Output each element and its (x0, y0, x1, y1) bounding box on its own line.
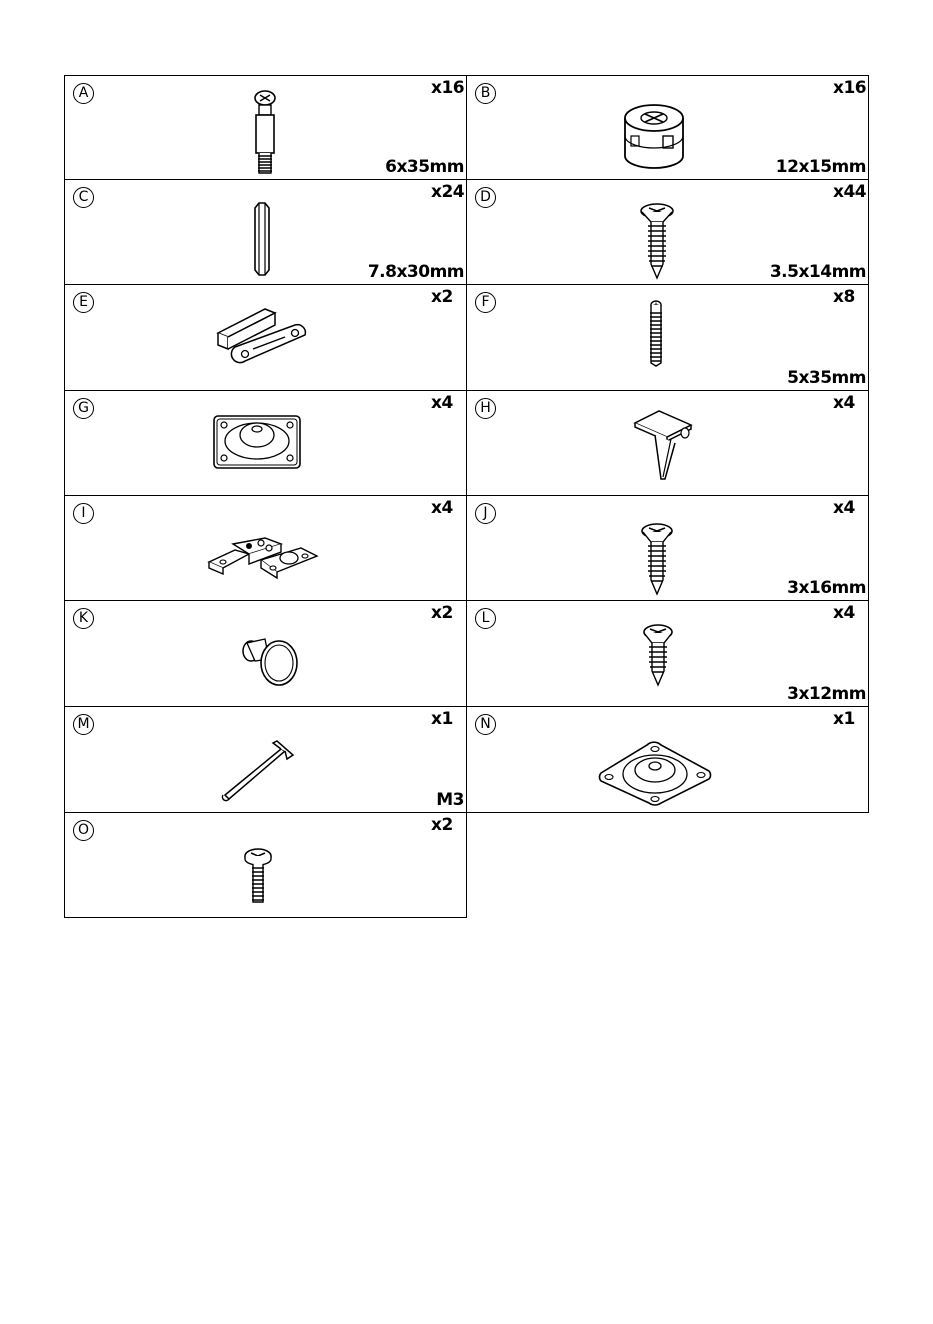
part-cell-k (64, 600, 467, 707)
part-quantity: x2 (431, 287, 453, 307)
cabinet-hinge-icon (205, 534, 321, 590)
part-cell-g (64, 390, 467, 496)
part-quantity: x44 (833, 182, 867, 202)
part-cell-e (64, 284, 467, 391)
wood-screw-icon (639, 522, 675, 598)
part-size: 12x15mm (775, 157, 866, 177)
cam-bolt-icon (245, 86, 285, 176)
cam-lock-icon (619, 94, 689, 174)
part-letter: H (475, 398, 496, 419)
part-cell-i (64, 495, 467, 601)
part-cell-d (466, 179, 869, 285)
part-quantity: x2 (431, 815, 453, 835)
part-size: 3.5x14mm (769, 262, 866, 282)
part-quantity: x4 (833, 498, 855, 518)
part-size: 6x35mm (385, 157, 464, 177)
part-quantity: x1 (431, 709, 453, 729)
part-size: 3x12mm (787, 684, 866, 704)
part-quantity: x8 (833, 287, 855, 307)
part-quantity: x2 (431, 603, 453, 623)
part-size: M3 (436, 790, 464, 810)
part-cell-m (64, 706, 467, 813)
wooden-dowel-icon (250, 200, 274, 280)
part-quantity: x24 (431, 182, 465, 202)
confirmat-screw-icon (646, 299, 666, 369)
part-letter: C (73, 187, 94, 208)
part-letter: F (475, 292, 496, 313)
part-quantity: x1 (833, 709, 855, 729)
part-cell-o (64, 812, 467, 918)
part-letter: J (475, 503, 496, 524)
part-letter: K (73, 608, 94, 629)
knob-icon (235, 633, 305, 691)
part-cell-a (64, 75, 467, 180)
part-letter: E (73, 292, 94, 313)
part-cell-n (466, 706, 869, 813)
part-cell-f (466, 284, 869, 391)
part-cell-j (466, 495, 869, 601)
part-quantity: x16 (431, 78, 465, 98)
magnetic-catch-icon (215, 303, 310, 373)
part-size: 5x35mm (787, 368, 866, 388)
allen-key-icon (221, 739, 301, 805)
mounting-plate-icon (595, 737, 715, 807)
part-quantity: x4 (431, 393, 453, 413)
part-cell-l (466, 600, 869, 707)
part-letter: L (475, 608, 496, 629)
machine-screw-icon (243, 847, 273, 907)
part-quantity: x16 (833, 78, 867, 98)
part-size: 3x16mm (787, 578, 866, 598)
wood-screw-icon (641, 623, 675, 689)
part-letter: G (73, 398, 94, 419)
part-letter: I (73, 503, 94, 524)
part-cell-c (64, 179, 467, 285)
part-letter: N (475, 714, 496, 735)
part-cell-b (466, 75, 869, 180)
leveling-plate-icon (211, 413, 303, 473)
part-quantity: x4 (833, 603, 855, 623)
wood-screw-icon (637, 202, 677, 282)
part-quantity: x4 (833, 393, 855, 413)
part-letter: D (475, 187, 496, 208)
part-quantity: x4 (431, 498, 453, 518)
part-cell-h (466, 390, 869, 496)
part-letter: O (73, 820, 94, 841)
part-letter: A (73, 83, 94, 104)
part-letter: M (73, 714, 94, 735)
part-size: 7.8x30mm (367, 262, 464, 282)
shelf-support-icon (631, 405, 697, 485)
part-letter: B (475, 83, 496, 104)
